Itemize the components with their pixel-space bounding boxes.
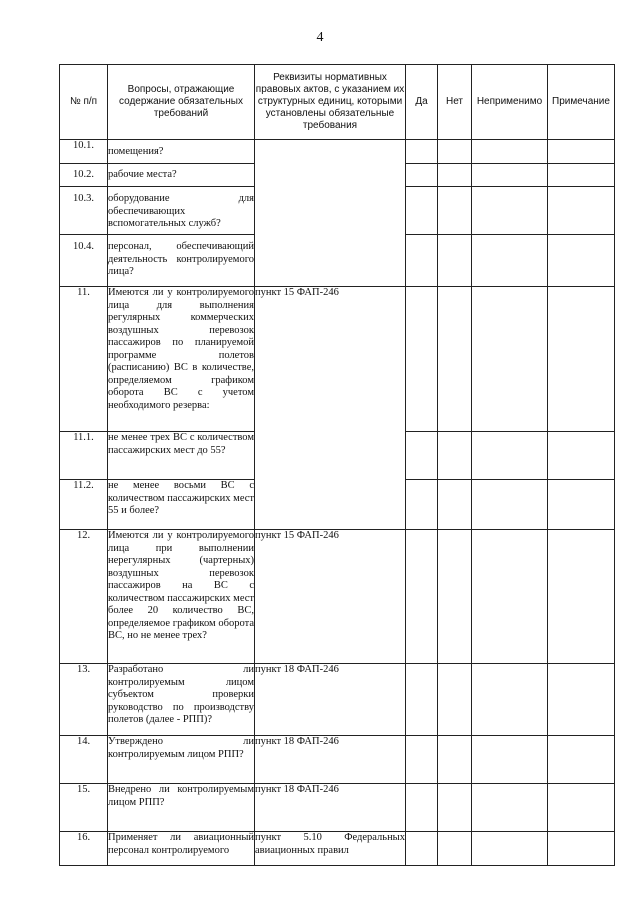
table-row: [60, 287, 615, 432]
header-requisites: Реквизиты нормативных правовых актов, с указанием их структурных единиц, которыми установлены обязательные требования: [255, 65, 406, 140]
row-number: 15.: [60, 784, 108, 832]
note-cell[interactable]: [548, 164, 615, 187]
row-requisites: пункт 18 ФАП-246: [255, 784, 406, 832]
no-cell[interactable]: [438, 432, 472, 480]
row-question: Применяет ли авиационный персонал контролируемого: [108, 832, 255, 866]
header-not-applicable: Неприменимо: [472, 65, 548, 140]
not-applicable-cell[interactable]: [472, 432, 548, 480]
note-cell[interactable]: [548, 187, 615, 235]
not-applicable-cell[interactable]: [472, 164, 548, 187]
row-number: 16.: [60, 832, 108, 866]
row-question: оборудование для обеспечивающих вспомогательных служб?: [108, 187, 255, 235]
row-number: 12.: [60, 530, 108, 664]
yes-cell[interactable]: [406, 664, 438, 736]
table-row: [60, 784, 615, 832]
header-no: Нет: [438, 65, 472, 140]
row-number: 13.: [60, 664, 108, 736]
not-applicable-cell[interactable]: [472, 480, 548, 530]
row-requisites: пункт 18 ФАП-246: [255, 664, 406, 736]
requirements-checklist-table: [59, 64, 615, 866]
row-number: 11.2.: [60, 480, 108, 530]
header-question: Вопросы, отражающие содержание обязательных требований: [108, 65, 255, 140]
no-cell[interactable]: [438, 832, 472, 866]
row-question: не менее трех ВС с количеством пассажирских мест до 55?: [108, 432, 255, 480]
no-cell[interactable]: [438, 235, 472, 287]
yes-cell[interactable]: [406, 784, 438, 832]
row-question: Имеются ли у контролируемого лица для выполнения регулярных коммерческих воздушных перевозок пассажиров по планируемой программе полетов (расписанию) ВС в количестве, определяемом графиком оборота ВС с учетом необходимого резерва:: [108, 287, 255, 432]
table-row: [60, 736, 615, 784]
no-cell[interactable]: [438, 480, 472, 530]
yes-cell[interactable]: [406, 736, 438, 784]
not-applicable-cell[interactable]: [472, 140, 548, 164]
not-applicable-cell[interactable]: [472, 832, 548, 866]
yes-cell[interactable]: [406, 432, 438, 480]
row-requisites: пункт 15 ФАП-246: [255, 530, 406, 664]
row-number: 11.1.: [60, 432, 108, 480]
row-number: 10.3.: [60, 187, 108, 235]
table-row: [60, 140, 615, 164]
header-row: [60, 65, 615, 140]
note-cell[interactable]: [548, 530, 615, 664]
yes-cell[interactable]: [406, 164, 438, 187]
row-question: Внедрено ли контролируемым лицом РПП?: [108, 784, 255, 832]
row-question: Разработано ли контролируемым лицом субъектом проверки руководство по производству полетов (далее - РПП)?: [108, 664, 255, 736]
not-applicable-cell[interactable]: [472, 187, 548, 235]
row-question: персонал, обеспечивающий деятельность контролируемого лица?: [108, 235, 255, 287]
row-requisites: [255, 140, 406, 287]
yes-cell[interactable]: [406, 287, 438, 432]
not-applicable-cell[interactable]: [472, 530, 548, 664]
row-number: 10.1.: [60, 140, 108, 164]
not-applicable-cell[interactable]: [472, 287, 548, 432]
note-cell[interactable]: [548, 432, 615, 480]
row-question: Утверждено ли контролируемым лицом РПП?: [108, 736, 255, 784]
row-question: не менее восьми ВС с количеством пассажирских мест 55 и более?: [108, 480, 255, 530]
yes-cell[interactable]: [406, 235, 438, 287]
note-cell[interactable]: [548, 287, 615, 432]
not-applicable-cell[interactable]: [472, 736, 548, 784]
note-cell[interactable]: [548, 784, 615, 832]
yes-cell[interactable]: [406, 187, 438, 235]
note-cell[interactable]: [548, 235, 615, 287]
row-question: помещения?: [108, 140, 255, 164]
no-cell[interactable]: [438, 736, 472, 784]
yes-cell[interactable]: [406, 140, 438, 164]
table-row: [60, 832, 615, 866]
row-question: Имеются ли у контролируемого лица при выполнении нерегулярных (чартерных) воздушных перевозок пассажиров на ВС с количеством пассажирских мест более 20 количество ВС, определяемое графиком оборота ВС, но не менее трех?: [108, 530, 255, 664]
note-cell[interactable]: [548, 480, 615, 530]
no-cell[interactable]: [438, 187, 472, 235]
yes-cell[interactable]: [406, 480, 438, 530]
row-number: 11.: [60, 287, 108, 432]
row-number: 10.2.: [60, 164, 108, 187]
row-requisites: пункт 5.10 Федеральных авиационных правил: [255, 832, 406, 866]
header-note: Примечание: [548, 65, 615, 140]
no-cell[interactable]: [438, 164, 472, 187]
no-cell[interactable]: [438, 664, 472, 736]
not-applicable-cell[interactable]: [472, 664, 548, 736]
table-row: [60, 530, 615, 664]
table-row: [60, 664, 615, 736]
page-number: 4: [316, 30, 324, 45]
not-applicable-cell[interactable]: [472, 784, 548, 832]
row-number: 14.: [60, 736, 108, 784]
not-applicable-cell[interactable]: [472, 235, 548, 287]
no-cell[interactable]: [438, 784, 472, 832]
note-cell[interactable]: [548, 140, 615, 164]
note-cell[interactable]: [548, 664, 615, 736]
note-cell[interactable]: [548, 832, 615, 866]
header-num: № п/п: [60, 65, 108, 140]
no-cell[interactable]: [438, 287, 472, 432]
yes-cell[interactable]: [406, 832, 438, 866]
yes-cell[interactable]: [406, 530, 438, 664]
no-cell[interactable]: [438, 530, 472, 664]
row-requisites: пункт 18 ФАП-246: [255, 736, 406, 784]
row-requisites: пункт 15 ФАП-246: [255, 287, 406, 530]
note-cell[interactable]: [548, 736, 615, 784]
no-cell[interactable]: [438, 140, 472, 164]
row-question: рабочие места?: [108, 164, 255, 187]
header-yes: Да: [406, 65, 438, 140]
row-number: 10.4.: [60, 235, 108, 287]
